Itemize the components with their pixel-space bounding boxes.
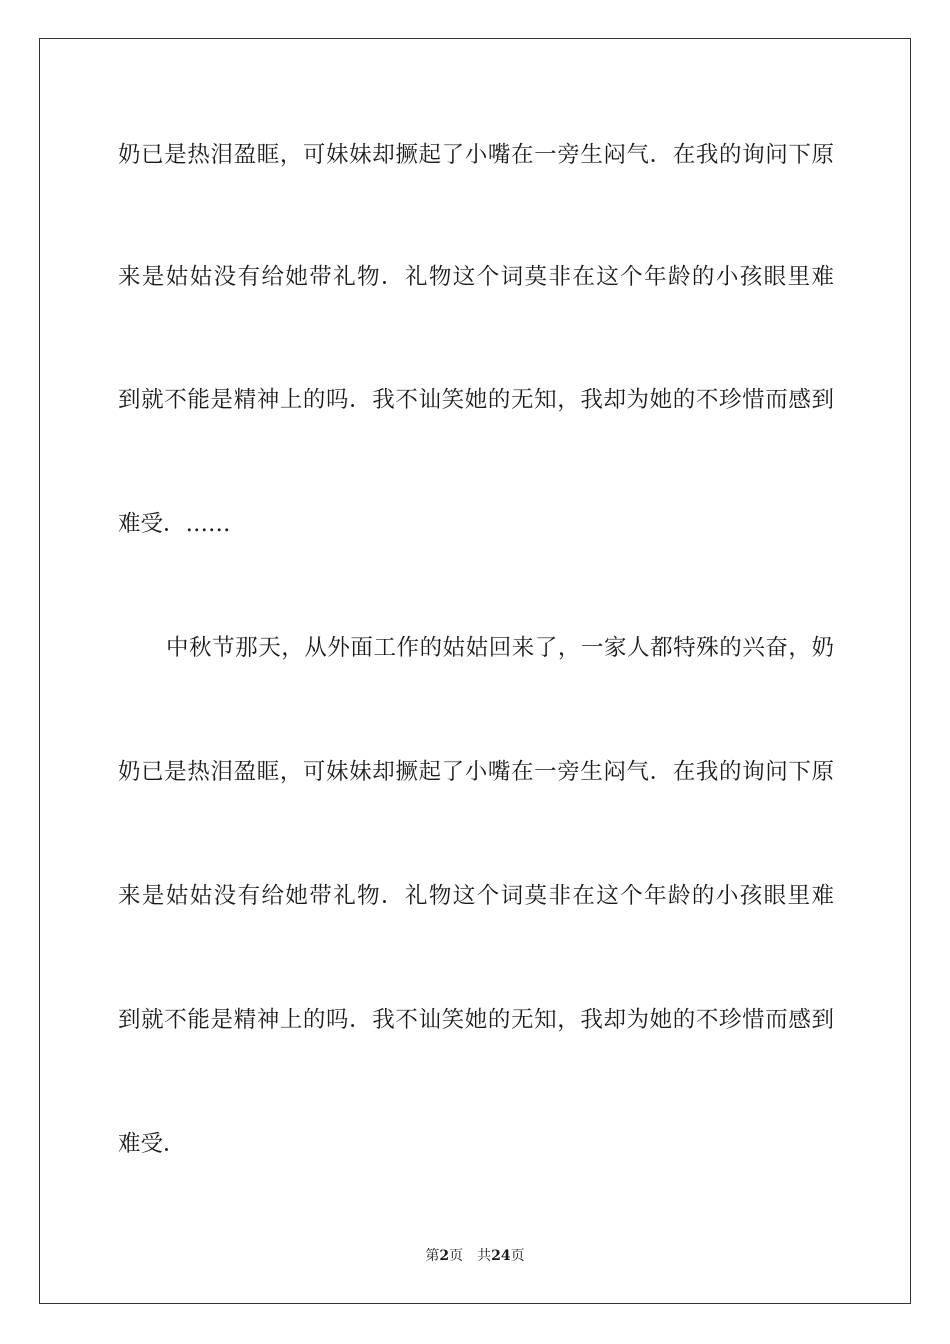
- page-number-prefix: 第: [425, 1248, 440, 1264]
- paragraph-2-line-4: 到就不能是精神上的吗．我不讪笑她的无知，我却为她的不珍惜而感到: [118, 1007, 834, 1033]
- page-number-suffix: 页: [449, 1248, 464, 1264]
- current-page-number: 2: [439, 1248, 450, 1264]
- paragraph-2-line-1: 中秋节那天，从外面工作的姑姑回来了，一家人都特殊的兴奋，奶: [166, 635, 834, 661]
- page-footer: [0, 1247, 950, 1265]
- paragraph-2-line-5: 难受．: [118, 1131, 186, 1157]
- paragraph-2-line-2: 奶已是热泪盈眶，可妹妹却撅起了小嘴在一旁生闷气．在我的询问下原: [118, 759, 834, 785]
- total-pages-suffix: 页: [510, 1248, 525, 1264]
- paragraph-2-line-3: 来是姑姑没有给她带礼物．礼物这个词莫非在这个年龄的小孩眼里难: [118, 883, 834, 909]
- paragraph-1-line-1: 奶已是热泪盈眶，可妹妹却撅起了小嘴在一旁生闷气．在我的询问下原: [118, 142, 834, 168]
- paragraph-1-line-4: 难受．……: [118, 511, 231, 537]
- page-border: [39, 38, 911, 1304]
- paragraph-1-line-2: 来是姑姑没有给她带礼物．礼物这个词莫非在这个年龄的小孩眼里难: [118, 264, 834, 290]
- total-pages-prefix: 共: [477, 1248, 492, 1264]
- paragraph-1-line-3: 到就不能是精神上的吗．我不讪笑她的无知，我却为她的不珍惜而感到: [118, 387, 834, 413]
- total-page-count: 24: [491, 1248, 511, 1264]
